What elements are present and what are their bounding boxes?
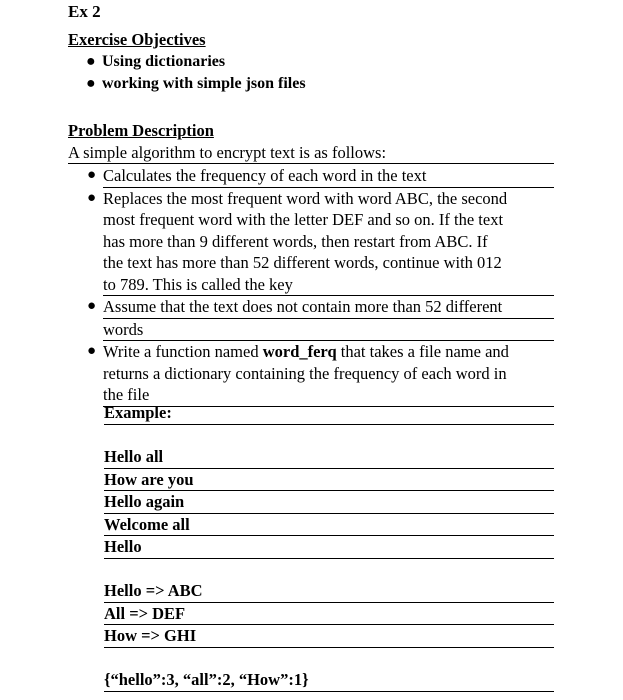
bullet-icon: ●	[87, 343, 97, 359]
step-text-line: to 789. This is called the key	[103, 274, 554, 297]
problem-intro: A simple algorithm to encrypt text is as follows:	[68, 143, 554, 164]
example-key-line: Hello => ABC	[104, 580, 554, 603]
problem-step	[86, 296, 554, 341]
bullet-icon: ●	[87, 189, 97, 206]
problem-step	[86, 188, 554, 297]
problem-step	[86, 341, 554, 407]
bullet-icon: ●	[86, 74, 96, 92]
step-text-pre: Write a function named	[103, 342, 263, 361]
step-text-line: has more than 9 different words, then restart from ABC. If	[103, 231, 488, 251]
objective-text: Using dictionaries	[102, 53, 226, 70]
example-input-line: Hello all	[104, 446, 554, 469]
objective-item	[86, 73, 306, 95]
problem-heading: Problem Description	[68, 121, 214, 140]
step-text-line: the text has more than 52 different words, continue with 012	[103, 253, 502, 272]
objectives-heading: Exercise Objectives	[68, 30, 206, 49]
step-text-line: Replaces the most frequent word with word ABC, the second	[103, 188, 508, 208]
example-key-line: How => GHI	[104, 625, 554, 648]
blank-line	[104, 425, 554, 447]
step-text-line: Assume that the text does not contain more than 52 different	[103, 296, 554, 319]
step-text-line: Calculates the frequency of each word in the text	[103, 165, 554, 188]
objectives-list	[86, 51, 306, 94]
problem-steps-list	[86, 165, 554, 407]
example-block	[104, 402, 554, 692]
problem-step	[86, 165, 554, 188]
step-text-line	[103, 341, 554, 363]
bullet-icon: ●	[87, 298, 97, 314]
objective-item	[86, 51, 306, 73]
step-text-line: most frequent word with the letter DEF and so on. If the text	[103, 210, 504, 229]
example-result: {“hello”:3, “all”:2, “How”:1}	[104, 669, 554, 692]
step-text-line: words	[103, 319, 554, 342]
example-input-line: How are you	[104, 469, 554, 492]
example-input-line: Welcome all	[104, 514, 554, 537]
function-name: word_ferq	[262, 342, 337, 361]
example-label: Example:	[104, 402, 554, 425]
blank-line	[104, 559, 554, 581]
example-input-line: Hello again	[104, 491, 554, 514]
bullet-icon: ●	[86, 53, 96, 70]
step-text-line: returns a dictionary containing the frequency of each word in	[103, 363, 507, 383]
example-key-line: All => DEF	[104, 603, 554, 626]
bullet-icon: ●	[87, 167, 97, 183]
blank-line	[104, 648, 554, 670]
exercise-title: Ex 2	[68, 2, 101, 21]
step-text-post: that takes a file name and	[336, 342, 509, 361]
step-text-line: the file	[103, 384, 554, 407]
objective-text: working with simple json files	[102, 74, 306, 92]
example-input-line: Hello	[104, 536, 554, 559]
